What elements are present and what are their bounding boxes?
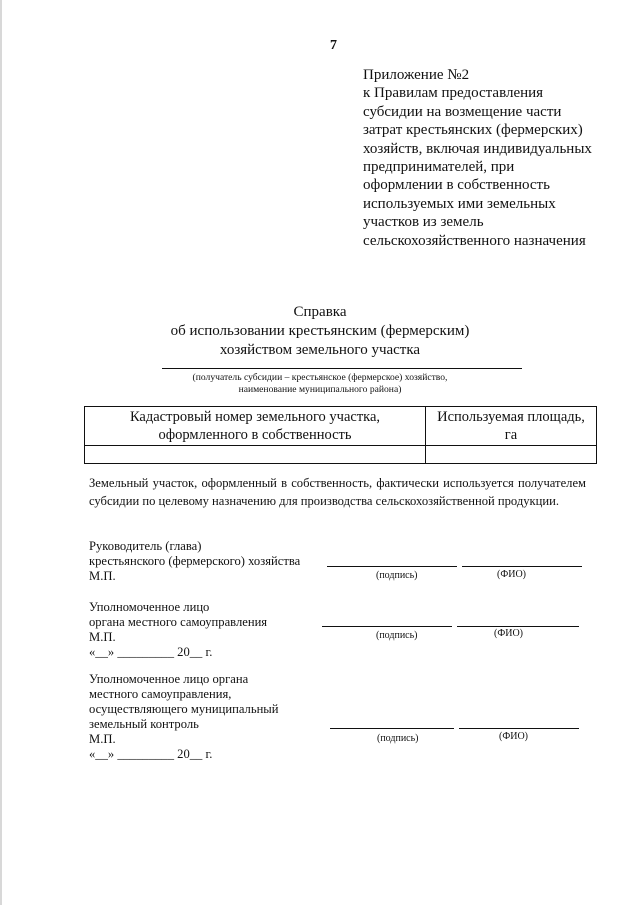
signature-label: (подпись) <box>377 733 419 744</box>
appendix-line: участков из земель <box>363 214 484 231</box>
date-field[interactable]: «__» _________ 20__ г. <box>89 645 213 659</box>
page-edge <box>0 0 2 905</box>
appendix-line: сельскохозяйственного назначения <box>363 232 586 249</box>
name-label: (ФИО) <box>499 731 529 742</box>
recipient-caption-line: наименование муниципального района) <box>238 384 402 395</box>
signatory-title: крестьянского (фермерского) хозяйства <box>89 554 301 568</box>
seal-mark: М.П. <box>89 569 116 583</box>
appendix-line: предпринимателей, при <box>363 159 515 176</box>
recipient-caption-line: (получатель субсидии – крестьянское (фермерское) хозяйство, <box>192 372 448 383</box>
header-text: Кадастровый номер земельного участка, <box>129 409 381 425</box>
cadastral-number-cell[interactable] <box>85 446 426 464</box>
signatory-title: органа местного самоуправления <box>89 615 268 629</box>
head-signature-block <box>89 539 300 584</box>
certificate-title-block <box>0 303 640 360</box>
appendix-header <box>363 66 633 250</box>
recipient-caption <box>0 372 640 396</box>
local-authority-signature-block <box>89 600 267 660</box>
usage-statement: Земельный участок, оформленный в собственность, фактически используется получателем субсидии по целевому назначению для производства сельскохозяйственной продукции. <box>89 476 586 508</box>
signatory-title: местного самоуправления, <box>89 687 232 701</box>
signatory-title: осуществляющего муниципальный <box>89 702 279 716</box>
parcel-table <box>84 406 597 464</box>
signature-line <box>322 626 452 627</box>
signature-line <box>330 728 454 729</box>
signatory-title: земельный контроль <box>89 717 199 731</box>
seal-mark: М.П. <box>89 630 116 644</box>
seal-mark: М.П. <box>89 732 116 746</box>
name-label: (ФИО) <box>494 628 524 639</box>
signature-line <box>327 566 457 567</box>
name-line <box>457 626 579 627</box>
header-text: Используемая площадь, <box>437 409 585 425</box>
certificate-subtitle: хозяйством земельного участка <box>219 342 421 358</box>
signature-label: (подпись) <box>376 630 418 641</box>
signatory-title: Уполномоченное лицо органа <box>89 672 249 686</box>
appendix-line: затрат крестьянских (фермерских) <box>363 122 583 139</box>
signature-label: (подпись) <box>376 570 418 581</box>
appendix-line: к Правилам предоставления <box>363 85 544 102</box>
signatory-title: Руководитель (глава) <box>89 539 202 553</box>
header-text: оформленного в собственность <box>158 427 352 443</box>
appendix-line: используемых ими земельных <box>363 195 556 212</box>
table-header-row <box>85 407 597 446</box>
used-area-header <box>426 407 597 446</box>
header-text: га <box>504 427 518 443</box>
table-row <box>85 446 597 464</box>
appendix-line: Приложение №2 <box>363 67 470 83</box>
appendix-line: хозяйств, включая индивидуальных <box>363 140 592 157</box>
certificate-title: Справка <box>293 304 347 320</box>
certificate-subtitle: об использовании крестьянским (фермерским) <box>170 323 470 339</box>
name-label: (ФИО) <box>497 569 527 580</box>
signatory-title: Уполномоченное лицо <box>89 600 210 614</box>
cadastral-number-header <box>85 407 426 446</box>
date-field[interactable]: «__» _________ 20__ г. <box>89 747 213 761</box>
appendix-line: субсидии на возмещение части <box>363 103 562 120</box>
recipient-field-line <box>162 368 522 369</box>
used-area-cell[interactable] <box>426 446 597 464</box>
name-line <box>459 728 579 729</box>
appendix-line: оформлении в собственность <box>363 177 550 194</box>
page-number: 7 <box>330 38 337 53</box>
name-line <box>462 566 582 567</box>
land-control-signature-block <box>89 672 279 762</box>
